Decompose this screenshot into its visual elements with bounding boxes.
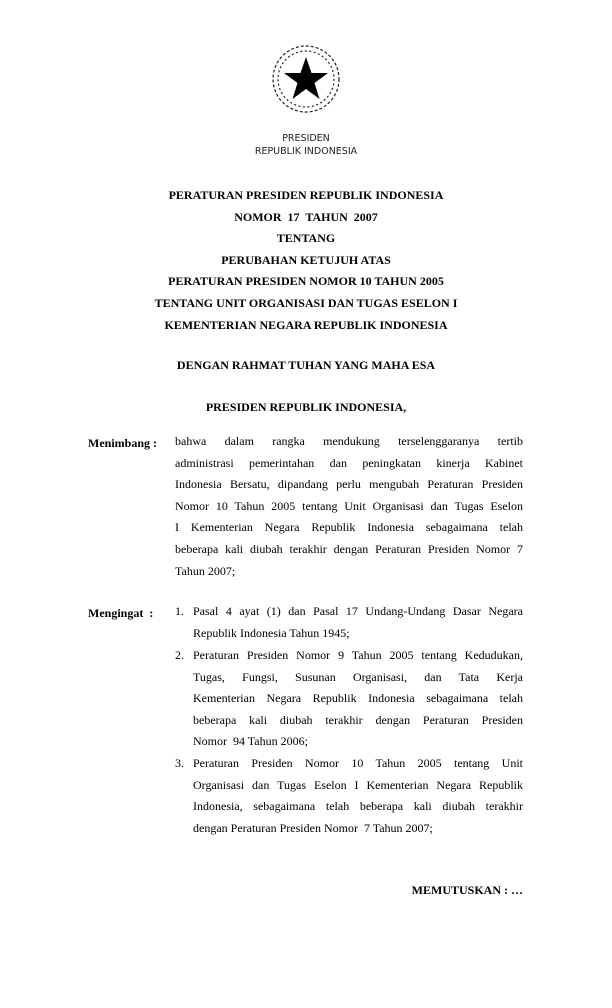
invocation: DENGAN RAHMAT TUHAN YANG MAHA ESA xyxy=(176,358,436,372)
text-line: Peraturan Presiden Nomor 10 Tahun 2005 tentang Unit xyxy=(193,756,523,770)
mengingat-item-3 xyxy=(175,753,523,839)
text-line: Organisasi dan Tugas Eselon I Kementerian Negara Republik xyxy=(193,777,523,792)
text-line: Indonesia, sebagaimana telah beberapa kali diubah terakhir xyxy=(193,799,523,814)
text-line: Tahun 2007; xyxy=(175,563,236,578)
text-line: beberapa kali diubah terakhir dengan Peraturan Presiden Nomor 7 xyxy=(175,541,523,556)
text-line: administrasi pemerintahan dan peningkatan kinerja Kabinet xyxy=(175,455,523,470)
text-line: Republik Indonesia Tahun 1945; xyxy=(193,625,350,640)
text-line: dengan Peraturan Presiden Nomor 7 Tahun 2007; xyxy=(193,820,433,835)
text-line: Indonesia Bersatu, dipandang perlu mengubah Peraturan Presiden xyxy=(175,477,523,492)
text-line: Kementerian Negara Republik Indonesia sebagaimana telah xyxy=(193,691,523,706)
title-line: NOMOR 17 TAHUN 2007 xyxy=(234,209,378,224)
title-line: PERATURAN PRESIDEN REPUBLIK INDONESIA xyxy=(168,188,444,202)
text-line: Nomor 10 Tahun 2005 tentang Unit Organisasi dan Tugas Eselon xyxy=(175,498,523,513)
title-line: PERUBAHAN KETUJUH ATAS xyxy=(221,252,391,267)
menimbang-text xyxy=(175,431,523,582)
mengingat-item-2 xyxy=(175,645,523,753)
title-line: TENTANG UNIT ORGANISASI DAN TUGAS ESELON I xyxy=(154,295,458,310)
text-line: Peraturan Presiden Nomor 9 Tahun 2005 tentang Kedudukan, xyxy=(193,648,523,662)
letterhead-line2: REPUBLIK INDONESIA xyxy=(254,146,358,157)
document-title xyxy=(0,185,612,336)
item-number: 1. xyxy=(175,604,184,618)
item-number: 2. xyxy=(175,648,184,662)
issuer: PRESIDEN REPUBLIK INDONESIA, xyxy=(205,400,407,414)
text-line: I Kementerian Negara Republik Indonesia sebagaimana telah xyxy=(175,520,523,535)
title-line: PERATURAN PRESIDEN NOMOR 10 TAHUN 2005 xyxy=(168,274,444,289)
mengingat-item-1 xyxy=(175,601,523,644)
menimbang-label: Menimbang : xyxy=(88,436,157,450)
item-number: 3. xyxy=(175,756,184,770)
letterhead-line1: PRESIDEN xyxy=(282,133,330,144)
title-line: TENTANG xyxy=(276,231,336,246)
text-line: bahwa dalam rangka mendukung terselenggaranya tertib xyxy=(175,434,523,448)
mengingat-label: Mengingat : xyxy=(88,606,154,620)
title-line: KEMENTERIAN NEGARA REPUBLIK INDONESIA xyxy=(164,317,448,332)
text-line: Pasal 4 ayat (1) dan Pasal 17 Undang-Undang Dasar Negara xyxy=(193,604,523,618)
text-line: Nomor 94 Tahun 2006; xyxy=(193,734,308,749)
memutuskan-continuation: MEMUTUSKAN : … xyxy=(411,883,523,897)
text-line: beberapa kali diubah terakhir dengan Peraturan Presiden xyxy=(193,712,523,727)
text-line: Tugas, Fungsi, Susunan Organisasi, dan Tata Kerja xyxy=(193,669,523,684)
garuda-star-emblem-icon xyxy=(268,42,344,118)
